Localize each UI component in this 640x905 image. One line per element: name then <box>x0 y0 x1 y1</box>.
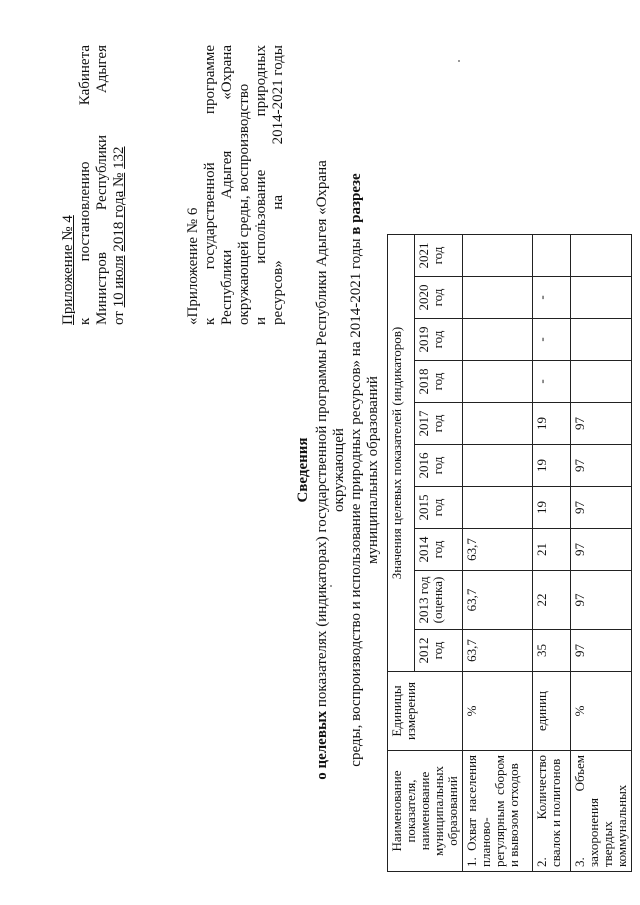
row-value: 19 <box>533 487 571 529</box>
row-value: 19 <box>533 445 571 487</box>
row-value: - <box>533 361 571 403</box>
row-value <box>463 361 533 403</box>
appendix-6-block: «Приложение № 6 к государственной программе Республики Адыгея «Охрана окружающей среды, воспроизводство и использование природных ресурсов» на 2014-2021 годы <box>185 45 286 325</box>
header-year: 2016 год <box>415 445 463 487</box>
row-value <box>571 361 632 403</box>
row-value <box>463 445 533 487</box>
heading-line-2: среды, воспроизводство и использование природных ресурсов» на 2014-2021 годы в разрезе <box>348 173 364 767</box>
row-name: 2. Количество свалок и полигонов <box>533 751 571 872</box>
row-value: 63,7 <box>463 571 533 630</box>
header-year: 2019 год <box>415 319 463 361</box>
row-value: 97 <box>571 403 632 445</box>
row-value: 63,7 <box>463 630 533 672</box>
table-row <box>463 235 533 872</box>
appendix-line-2: Министров Республики Адыгея <box>94 45 110 325</box>
row-value: 97 <box>571 630 632 672</box>
row-value: 35 <box>533 630 571 672</box>
appendix-line-1: к постановлению Кабинета <box>77 45 93 325</box>
row-value: 22 <box>533 571 571 630</box>
header-year: 2013 год (оценка) <box>415 571 463 630</box>
appendix-block <box>60 45 128 325</box>
row-value <box>571 235 632 277</box>
row-value <box>571 277 632 319</box>
header-year: 2014 год <box>415 529 463 571</box>
row-value: 97 <box>571 487 632 529</box>
heading-line-1: о целевых показателях (индикаторах) государственной программы Республики Адыгея «Охрана окружающей <box>314 160 347 780</box>
header-year: 2021 год <box>415 235 463 277</box>
heading-line-3: муниципальных образований <box>365 376 381 564</box>
appendix-day: 10 июля <box>111 255 127 308</box>
row-unit: % <box>463 672 533 751</box>
document-heading <box>295 120 382 820</box>
table-header-row <box>388 235 415 872</box>
row-value: 21 <box>533 529 571 571</box>
row-value <box>463 235 533 277</box>
row-value: 97 <box>571 529 632 571</box>
header-unit: Единицы измерения <box>388 672 463 751</box>
header-values: Значения целевых показателей (индикаторов) <box>388 235 415 672</box>
row-value: - <box>533 277 571 319</box>
appendix-line-3: от 10 июля 2018 года № 132 <box>111 146 127 325</box>
row-unit: % <box>571 672 632 751</box>
row-value: 63,7 <box>463 529 533 571</box>
appendix-title: Приложение № 4 <box>60 215 76 325</box>
header-year: 2012 год <box>415 630 463 672</box>
heading-title: Сведения <box>295 437 311 503</box>
row-value: 97 <box>571 445 632 487</box>
row-value <box>463 319 533 361</box>
header-year: 2015 год <box>415 487 463 529</box>
header-year: 2020 год <box>415 277 463 319</box>
row-value: 97 <box>571 571 632 630</box>
row-name: 3. Объем захоронения твердых коммунальных <box>571 751 632 872</box>
row-value: 19 <box>533 403 571 445</box>
row-value <box>571 319 632 361</box>
appendix-number: 132 <box>111 146 127 169</box>
appendix-year: 2018 года № <box>111 172 127 252</box>
table-row <box>571 235 632 872</box>
row-unit: единиц <box>533 672 571 751</box>
row-value <box>533 235 571 277</box>
header-name: Наименование показателя, наименование муниципальных образований <box>388 751 463 872</box>
rotated-page <box>25 30 629 880</box>
header-year: 2017 год <box>415 403 463 445</box>
table-row <box>533 235 571 872</box>
header-year: 2018 год <box>415 361 463 403</box>
indicators-table <box>387 234 632 872</box>
row-value <box>463 277 533 319</box>
row-value <box>463 403 533 445</box>
row-value: - <box>533 319 571 361</box>
row-name: 1. Охват населения планово-регулярным сбором и вывозом отходов <box>463 751 533 872</box>
row-value <box>463 487 533 529</box>
appendix-6-title: «Приложение № 6 <box>185 207 201 325</box>
